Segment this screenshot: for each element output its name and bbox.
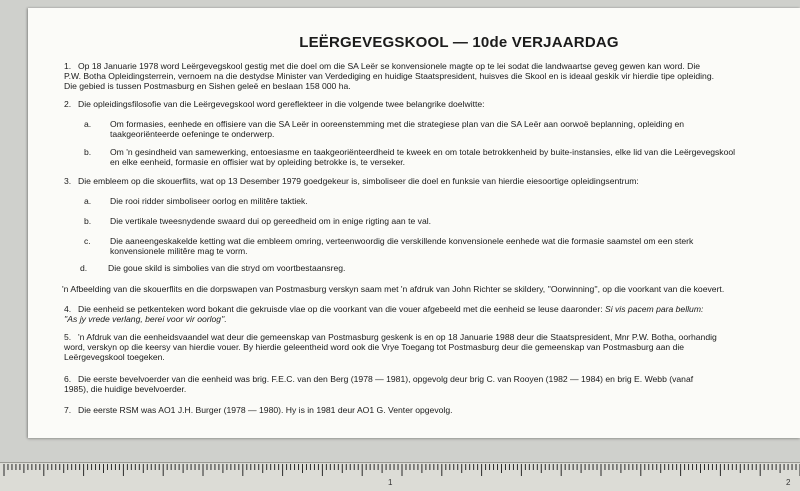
list-item: Die rooi ridder simboliseer oorlog en militêre taktiek. [110, 196, 308, 206]
page-title: LEËRGEVEGSKOOL — 10de VERJAARDAG [299, 34, 619, 51]
list-item: Die vertikale tweesnydende swaard dui op gereedheid om in enige rigting aan te val. [110, 216, 432, 226]
paragraph-envelope: 'n Afbeelding van die skouerflits en die dorpswapen van Postmasburg verskyn saam met 'n afdruk van John Richter se skildery, ''Oorwinning'', op die voorkant van die koevert. [62, 284, 725, 294]
paragraph-number: 3. [64, 176, 72, 186]
paragraph-2 [64, 99, 485, 109]
item-label: b. [84, 216, 92, 226]
list-item [110, 147, 735, 167]
paragraph-intro: Die opleidingsfilosofie van die Leërgevegskool word gereflekteer in die volgende twee belangrike doelwitte: [78, 99, 485, 109]
paragraph-number: 4. [64, 304, 72, 314]
list-item: Die goue skild is simbolies van die stryd om voortbestaansreg. [108, 263, 346, 273]
list-item [110, 236, 693, 256]
paragraph-number: 2. [64, 99, 72, 109]
paragraph-7 [64, 405, 453, 415]
paragraph-1 [64, 61, 714, 92]
paragraph-4 [64, 304, 703, 324]
paragraph-3 [64, 176, 639, 186]
paragraph-5 [64, 332, 717, 363]
paragraph-number: 6. [64, 374, 72, 384]
item-line: en elke eenheid, formasie en offisier wat by opleiding betrokke is, te verseker. [110, 157, 406, 168]
ruler-number: 1 [388, 478, 393, 487]
paragraph-line: P.W. Botha Opleidingsterrein, vernoem na die destydse Minister van Verdediging en huidige Staatspresident, huisves die Skool en is ideaal geskik vir hierdie tipe opleiding. [64, 71, 715, 82]
item-label: d. [80, 263, 88, 273]
item-label: b. [84, 147, 92, 157]
ruler [0, 462, 800, 491]
paragraph-6 [64, 374, 693, 394]
paragraph-line: Die gebied is tussen Postmasburg en Sishen geleë en beslaan 158 000 ha. [64, 81, 351, 92]
list-item [110, 119, 684, 139]
item-line: Die aaneengeskakelde ketting wat die embleem omring, verteenwoordig die verskillende konvensionele eenhede wat die formasie saamstel om een sterk [110, 236, 694, 246]
paragraph-number: 1. [64, 61, 72, 71]
paragraph-number: 5. [64, 332, 72, 342]
paragraph-line: Die eenheid se petkenteken word bokant die gekruisde vlae op die voorkant van die vouer afgebeeld met die eenheid se leuse daaronder: [78, 304, 603, 314]
item-line: taakgeoriënteerde oefeninge te onderwerp. [110, 129, 275, 140]
paragraph-line: Leërgevegskool toegeken. [64, 352, 165, 363]
motto-translation: ''As jy vrede verlang, berei voor vir oorlog''. [64, 314, 227, 325]
paragraph-line: word, verskyn op die keersy van hierdie vouer. By hierdie geleentheid word ook die Vrye Toegang tot Postmasburg deur die gemeenskap van Postmasburg aan die [64, 342, 685, 353]
item-label: a. [84, 119, 92, 129]
motto-latin: Si vis pacem para bellum: [604, 304, 704, 314]
item-label: a. [84, 196, 92, 206]
paragraph-line: 'n Afdruk van die eenheidsvaandel wat deur die gemeenskap van Postmasburg geskenk is en op 18 Januarie 1988 deur die Staatspresident, Mnr P.W. Botha, oorhandig [78, 332, 717, 342]
paragraph-line: Op 18 Januarie 1978 word Leërgevegskool gestig met die doel om die SA Leër se konvensionele magte op te lei sodat die landwaartse geveg gewen kan word. Die [78, 61, 701, 71]
paragraph-number: 7. [64, 405, 72, 415]
ruler-ticks [0, 463, 800, 491]
document-card [28, 8, 800, 438]
item-line: Om formasies, eenhede en offisiere van die SA Leër in ooreenstemming met die strategiese plan van die SA Leër aan oorwoë beplanning, opleiding en [110, 119, 685, 129]
item-label: c. [84, 236, 91, 246]
paragraph-line: Die eerste bevelvoerder van die eenheid was brig. F.E.C. van den Berg (1978 — 1981), opgevolg deur brig C. van Rooyen (1982 — 1984) en brig E. Webb (vanaf [78, 374, 694, 384]
paragraph-intro: Die embleem op die skouerflits, wat op 13 Desember 1979 goedgekeur is, simboliseer die doel en funksie van hierdie eiesoortige opleidingsentrum: [78, 176, 639, 186]
paragraph-line: 1985), die huidige bevelvoerder. [64, 384, 187, 395]
paragraph-line: Die eerste RSM was AO1 J.H. Burger (1978 — 1980). Hy is in 1981 deur AO1 G. Venter opgevolg. [78, 405, 453, 415]
ruler-number: 2 [786, 478, 791, 487]
item-line: konvensionele militêre mag te vorm. [110, 246, 248, 257]
item-line: Om 'n gesindheid van samewerking, entoesiasme en taakgeoriënteerdheid te kweek en om totale betrokkenheid by buite-instansies, elke lid van die Leërgevegskool [110, 147, 736, 157]
